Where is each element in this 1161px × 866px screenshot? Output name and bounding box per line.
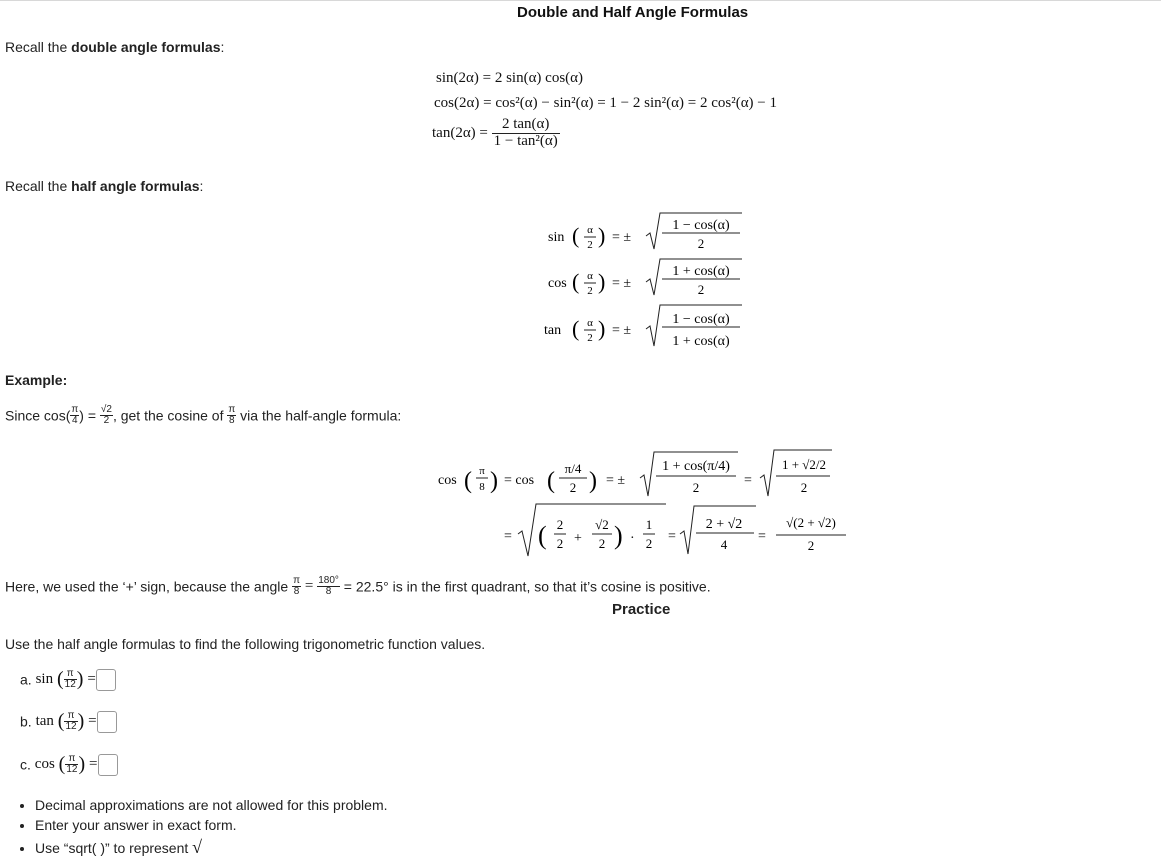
page-title: Double and Half Angle Formulas [517, 4, 749, 21]
sqrt-symbol: √ [192, 837, 203, 857]
since-eighth-den: 8 [229, 415, 235, 426]
double-cos-rhs-2: = 1 − 2 sin²(α) [597, 95, 684, 111]
practice-item-num: π [65, 754, 78, 765]
since-suffix: via the half-angle formula: [240, 407, 402, 424]
half-cos-pm: = ± [612, 276, 632, 291]
ex-line2-half-num: 1 [645, 517, 653, 532]
ex-line2-res-den: 2 [807, 538, 815, 553]
half-tan-fn: tan [544, 323, 562, 338]
note-item [35, 837, 388, 858]
example-heading: Example: [5, 372, 68, 388]
since-sqrt2-over-2 [100, 405, 113, 426]
paren-left: ( [56, 668, 64, 690]
practice-item-a [20, 668, 116, 691]
since-mid: , get the cosine of [112, 407, 224, 424]
ex-line1-two: 2 [569, 480, 577, 495]
half-cos-fn: cos [548, 276, 567, 291]
half-sin-den: 2 [697, 236, 705, 251]
answer-input-a[interactable] [96, 669, 116, 691]
practice-item-den: 12 [65, 721, 77, 732]
explain-prefix: Here, we used the ‘+’ sign, because the angle [5, 578, 289, 595]
double-intro-prefix: Recall the [5, 39, 72, 55]
ex-line1-rad2-num: 1 + √2/2 [781, 457, 827, 472]
ex-line2-eq2: = [668, 529, 676, 544]
half-cos-num: 1 + cos(α) [672, 264, 730, 279]
double-cos-rhs-3: = 2 cos²(α) − 1 [687, 95, 778, 111]
ex-line2-rad3-num: 2 + √2 [705, 517, 743, 532]
since-pi-over-4 [70, 405, 79, 426]
ex-line2-rparen: ) [614, 521, 623, 550]
ex-line2-half-den: 2 [645, 536, 653, 551]
half-intro-suffix: : [199, 178, 204, 194]
practice-notes [5, 797, 388, 862]
paren-right: ) [78, 753, 86, 775]
explain-180: 180° [318, 575, 339, 586]
explain-180-over-8 [317, 576, 340, 597]
ex-line2-a-num: 2 [556, 517, 564, 532]
top-border [0, 0, 1161, 1]
ex-line1-rparen1: ) [490, 468, 498, 494]
half-tan-den: 1 + cos(α) [672, 334, 730, 349]
double-cos-lhs: cos(2α) = [434, 95, 492, 111]
example-explanation [5, 576, 711, 597]
double-tan-formula [432, 117, 560, 150]
ex-line1-eq: = [744, 473, 752, 488]
ex-line1-rparen2: ) [589, 468, 597, 494]
practice-item-eq: = [88, 713, 97, 729]
half-tan-arg-num: α [587, 317, 593, 329]
half-sin-rparen: ) [598, 223, 606, 248]
ex-line2-eq3: = [758, 529, 766, 544]
double-sin-rhs: 2 sin(α) cos(α) [494, 70, 584, 86]
half-sin-fn: sin [548, 230, 565, 245]
practice-item-letter: b. [20, 713, 32, 730]
half-tan-pm: = ± [612, 323, 632, 338]
since-eighth-num: π [228, 404, 236, 415]
practice-item-den: 12 [64, 679, 76, 690]
practice-item-letter: c. [20, 756, 31, 773]
half-intro [5, 178, 203, 194]
practice-item-eq: = [87, 671, 96, 687]
ex-line2-plus: + [574, 531, 582, 546]
double-intro-suffix: : [220, 39, 225, 55]
practice-instruction: Use the half angle formulas to find the following trigonometric function values. [5, 636, 486, 652]
double-tan-num: 2 tan(α) [492, 117, 560, 134]
practice-item-eq: = [89, 756, 98, 772]
double-tan-fraction [492, 117, 560, 150]
half-sin-arg-den: 2 [587, 239, 593, 251]
ex-line2-lparen: ( [538, 521, 547, 550]
half-cos-arg-den: 2 [587, 285, 593, 297]
half-sin-arg-num: α [587, 224, 593, 236]
half-sin-num: 1 − cos(α) [672, 218, 730, 233]
answer-input-b[interactable] [97, 711, 117, 733]
half-angle-formulas [530, 205, 760, 355]
ex-line2-a-den: 2 [556, 536, 564, 551]
double-cos-formula [434, 95, 777, 112]
since-sqrt2: √2 [100, 404, 112, 415]
half-tan-num: 1 − cos(α) [672, 312, 730, 327]
paren-left: ( [58, 753, 66, 775]
half-tan-lparen: ( [572, 316, 580, 341]
double-sin-lhs: sin(2α) = [436, 70, 492, 86]
explain-eq: = [304, 578, 314, 594]
note-item: • Decimal approximations are not allowed for this problem. [35, 797, 388, 813]
since-pi-over-8 [227, 405, 236, 426]
since-prefix: Since cos( [5, 407, 71, 424]
since-pi: π [71, 404, 79, 415]
half-tan-rparen: ) [598, 316, 606, 341]
double-tan-lhs: tan(2α) = [432, 124, 488, 141]
ex-line1-cos: cos [438, 473, 457, 488]
ex-line1-lparen1: ( [464, 468, 472, 494]
half-cos-den: 2 [697, 282, 705, 297]
ex-line1-pi: π [479, 465, 485, 477]
ex-line2-eq1: = [504, 529, 512, 544]
practice-item-c [20, 753, 118, 776]
explain-mid: = 22.5° is in the first quadrant, so that it’s cosine is positive. [343, 578, 711, 595]
half-cos-rparen: ) [598, 269, 606, 294]
practice-item-fn: tan [35, 713, 54, 729]
ex-line2-dot: · [630, 531, 635, 546]
double-sin-formula [436, 70, 583, 87]
example-derivation [430, 440, 860, 560]
half-sin-pm: = ± [612, 230, 632, 245]
practice-item-num: π [64, 711, 77, 722]
ex-line2-res-num: √(2 + √2) [786, 515, 836, 530]
practice-item-den: 12 [66, 764, 78, 775]
answer-input-c[interactable] [98, 754, 118, 776]
ex-line1-pi4: π/4 [564, 461, 582, 476]
practice-item-fn: cos [34, 756, 55, 772]
explain-pi-over-8 [292, 576, 301, 597]
ex-line1-rad1-num: 1 + cos(π/4) [662, 459, 730, 474]
ex-line1-rad2-den: 2 [800, 480, 808, 495]
practice-item-letter: a. [20, 671, 32, 688]
since-eq: ) = [79, 407, 96, 424]
ex-line1-rad1-den: 2 [692, 480, 700, 495]
ex-line1-eight: 8 [479, 481, 485, 493]
half-sin-lparen: ( [572, 223, 580, 248]
double-intro-bold: double angle formulas [71, 39, 221, 55]
half-tan-arg-den: 2 [587, 332, 593, 344]
note-item: • Enter your answer in exact form. [35, 817, 388, 833]
double-intro [5, 39, 224, 55]
paren-right: ) [77, 710, 85, 732]
explain-8: 8 [325, 586, 332, 597]
example-since-line [5, 405, 401, 426]
half-intro-bold: half angle formulas [71, 178, 200, 194]
ex-line2-b-den: 2 [598, 536, 606, 551]
practice-item-frac [64, 711, 77, 732]
ex-line2-b-num: √2 [595, 517, 609, 532]
since-four: 4 [72, 415, 78, 426]
half-intro-prefix: Recall the [5, 178, 72, 194]
explain-pi: π [293, 575, 300, 586]
ex-line1-lparen2: ( [547, 468, 555, 494]
double-tan-den: 1 − tan²(α) [493, 132, 558, 149]
practice-item-num: π [64, 669, 77, 680]
practice-item-frac [65, 754, 78, 775]
explain-eight: 8 [293, 586, 300, 597]
ex-line1-pm: = ± [606, 473, 626, 488]
practice-item-frac [64, 669, 77, 690]
practice-item-b [20, 710, 117, 733]
half-cos-lparen: ( [572, 269, 580, 294]
since-two: 2 [103, 415, 110, 426]
double-cos-rhs-1: cos²(α) − sin²(α) [495, 95, 594, 111]
ex-line1-eq-cos: = cos [504, 473, 535, 488]
ex-line2-rad3-den: 4 [720, 537, 728, 552]
half-cos-arg-num: α [587, 270, 593, 282]
note-text: Use “sqrt( )” to represent [35, 840, 189, 856]
practice-item-fn: sin [35, 671, 54, 687]
paren-right: ) [76, 668, 84, 690]
practice-heading: Practice [612, 601, 671, 618]
paren-left: ( [57, 710, 65, 732]
